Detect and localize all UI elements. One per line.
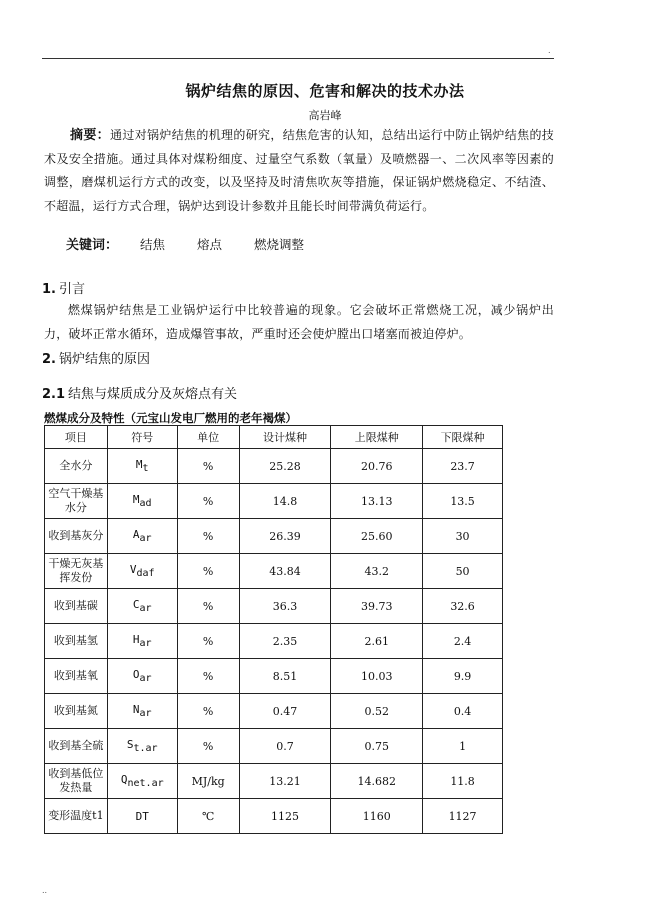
- cell-unit: %: [177, 519, 239, 554]
- symbol-subscript: ar: [139, 638, 152, 649]
- section-number: 2.1: [42, 387, 66, 402]
- author-name: 高岩峰: [308, 109, 342, 122]
- table-row: [45, 799, 503, 834]
- cell-lower-value: 32.6: [423, 589, 503, 624]
- cell-design-value: 0.47: [239, 694, 331, 729]
- cell-symbol: [107, 449, 177, 484]
- cell-unit: %: [177, 449, 239, 484]
- symbol-subscript: t.ar: [133, 743, 158, 754]
- cell-design-value: 25.28: [239, 449, 331, 484]
- header-item: 项目: [45, 426, 108, 449]
- keyword-item: 燃烧调整: [254, 237, 305, 252]
- table-header-row: [45, 426, 503, 449]
- header-upper: 上限煤种: [331, 426, 423, 449]
- symbol-subscript: ar: [139, 603, 152, 614]
- section-title: 结焦与煤质成分及灰熔点有关: [68, 387, 238, 402]
- section-number: 1.: [42, 282, 56, 297]
- symbol-subscript: ar: [139, 673, 152, 684]
- cell-design-value: 14.8: [239, 484, 331, 519]
- keyword-item: 结焦: [140, 237, 166, 252]
- table-row: [45, 694, 503, 729]
- cell-unit: %: [177, 554, 239, 589]
- header-unit: 单位: [177, 426, 239, 449]
- header-symbol: 符号: [107, 426, 177, 449]
- cell-lower-value: 2.4: [423, 624, 503, 659]
- abstract-paragraph: [44, 124, 554, 218]
- table-row: [45, 519, 503, 554]
- table-row: [45, 449, 503, 484]
- keywords-line: [66, 234, 332, 253]
- cell-symbol: [107, 589, 177, 624]
- table-caption: 燃煤成分及特性（元宝山发电厂燃用的老年褐煤）: [44, 411, 297, 425]
- cell-design-value: 36.3: [239, 589, 331, 624]
- symbol-base: V: [129, 563, 137, 576]
- cell-item-name: 收到基灰分: [45, 519, 108, 554]
- cell-item-name: 变形温度t1: [45, 799, 108, 834]
- cell-upper-value: 2.61: [331, 624, 423, 659]
- cell-unit: MJ/kg: [177, 764, 239, 799]
- abstract-label: 摘要：: [70, 128, 111, 143]
- cell-design-value: 2.35: [239, 624, 331, 659]
- symbol-base: M: [135, 458, 143, 471]
- abstract-text: 通过对锅炉结焦的机理的研究，结焦危害的认知，总结出运行中防止锅炉结焦的技术及安全措施。通过具体对煤粉细度、过量空气系数（氧量）及喷燃器一、二次风率等因素的调整，磨煤机运行方式的改变，以及坚持及时清焦吹灰等措施，保证锅炉燃烧稳定、不结渣、不超温，运行方式合理，锅炉达到设计参数并且能长时间带满负荷运行。: [44, 128, 554, 213]
- cell-item-name: 收到基氢: [45, 624, 108, 659]
- symbol-base: A: [132, 528, 140, 541]
- cell-symbol: [107, 554, 177, 589]
- table-row: [45, 659, 503, 694]
- symbol-base: Q: [120, 773, 128, 786]
- section-title: 引言: [58, 282, 85, 297]
- symbol-subscript: daf: [136, 568, 155, 579]
- coal-properties-table: [44, 425, 503, 834]
- cell-upper-value: 20.76: [331, 449, 423, 484]
- cell-symbol: [107, 694, 177, 729]
- section-number: 2.: [42, 352, 56, 367]
- cell-lower-value: 0.4: [423, 694, 503, 729]
- symbol-base: C: [132, 598, 140, 611]
- table-row: [45, 554, 503, 589]
- cell-upper-value: 1160: [331, 799, 423, 834]
- cell-design-value: 43.84: [239, 554, 331, 589]
- cell-item-name: 收到基低位发热量: [45, 764, 108, 799]
- symbol-base: O: [132, 668, 140, 681]
- symbol-base: DT: [135, 809, 149, 823]
- cell-item-name: 收到基全硫: [45, 729, 108, 764]
- symbol-subscript: ad: [139, 498, 152, 509]
- cell-upper-value: 25.60: [331, 519, 423, 554]
- cell-design-value: 8.51: [239, 659, 331, 694]
- cell-upper-value: 0.52: [331, 694, 423, 729]
- cell-symbol: [107, 519, 177, 554]
- cell-item-name: 收到基氧: [45, 659, 108, 694]
- header-design: 设计煤种: [239, 426, 331, 449]
- footer-dots: ..: [42, 886, 48, 895]
- cell-lower-value: 50: [423, 554, 503, 589]
- cell-lower-value: 1127: [423, 799, 503, 834]
- cell-symbol: [107, 764, 177, 799]
- cell-upper-value: 10.03: [331, 659, 423, 694]
- cell-unit: %: [177, 729, 239, 764]
- cell-unit: %: [177, 624, 239, 659]
- table-row: [45, 624, 503, 659]
- section-heading-2: [42, 348, 150, 367]
- section-heading-1: [42, 278, 85, 297]
- header-dot: .: [548, 46, 551, 55]
- cell-unit: %: [177, 589, 239, 624]
- cell-lower-value: 23.7: [423, 449, 503, 484]
- cell-unit: %: [177, 694, 239, 729]
- symbol-subscript: ar: [139, 533, 152, 544]
- symbol-base: H: [132, 633, 140, 646]
- cell-unit: %: [177, 659, 239, 694]
- symbol-subscript: ar: [139, 708, 152, 719]
- cell-lower-value: 9.9: [423, 659, 503, 694]
- cell-lower-value: 13.5: [423, 484, 503, 519]
- table-row: [45, 484, 503, 519]
- section-heading-2-1: [42, 383, 237, 402]
- cell-item-name: 全水分: [45, 449, 108, 484]
- keyword-item: 熔点: [197, 237, 223, 252]
- symbol-base: M: [132, 493, 140, 506]
- symbol-base: S: [126, 738, 134, 751]
- cell-symbol: [107, 624, 177, 659]
- cell-design-value: 13.21: [239, 764, 331, 799]
- cell-item-name: 收到基氮: [45, 694, 108, 729]
- cell-upper-value: 13.13: [331, 484, 423, 519]
- cell-design-value: 0.7: [239, 729, 331, 764]
- table-row: [45, 589, 503, 624]
- cell-lower-value: 11.8: [423, 764, 503, 799]
- cell-design-value: 1125: [239, 799, 331, 834]
- table-row: [45, 764, 503, 799]
- symbol-base: N: [132, 703, 140, 716]
- cell-unit: ℃: [177, 799, 239, 834]
- symbol-subscript: t: [142, 463, 149, 474]
- cell-symbol: [107, 729, 177, 764]
- cell-unit: %: [177, 484, 239, 519]
- table-row: [45, 729, 503, 764]
- cell-upper-value: 0.75: [331, 729, 423, 764]
- document-title: 锅炉结焦的原因、危害和解决的技术办法: [185, 82, 465, 100]
- cell-symbol: [107, 484, 177, 519]
- intro-paragraph: 燃煤锅炉结焦是工业锅炉运行中比较普遍的现象。它会破坏正常燃烧工况，减少锅炉出力，破坏正常水循环，造成爆管事故，严重时还会使炉膛出口堵塞而被迫停炉。: [44, 303, 554, 341]
- cell-design-value: 26.39: [239, 519, 331, 554]
- symbol-subscript: net.ar: [127, 778, 164, 789]
- cell-upper-value: 39.73: [331, 589, 423, 624]
- cell-symbol: [107, 799, 177, 834]
- cell-symbol: [107, 659, 177, 694]
- cell-upper-value: 14.682: [331, 764, 423, 799]
- cell-item-name: 空气干燥基水分: [45, 484, 108, 519]
- keywords-label: 关键词：: [66, 238, 119, 253]
- header-lower: 下限煤种: [423, 426, 503, 449]
- cell-lower-value: 1: [423, 729, 503, 764]
- cell-item-name: 干燥无灰基挥发份: [45, 554, 108, 589]
- header-rule: [42, 58, 554, 59]
- cell-upper-value: 43.2: [331, 554, 423, 589]
- section-title: 锅炉结焦的原因: [58, 352, 150, 367]
- cell-item-name: 收到基碳: [45, 589, 108, 624]
- cell-lower-value: 30: [423, 519, 503, 554]
